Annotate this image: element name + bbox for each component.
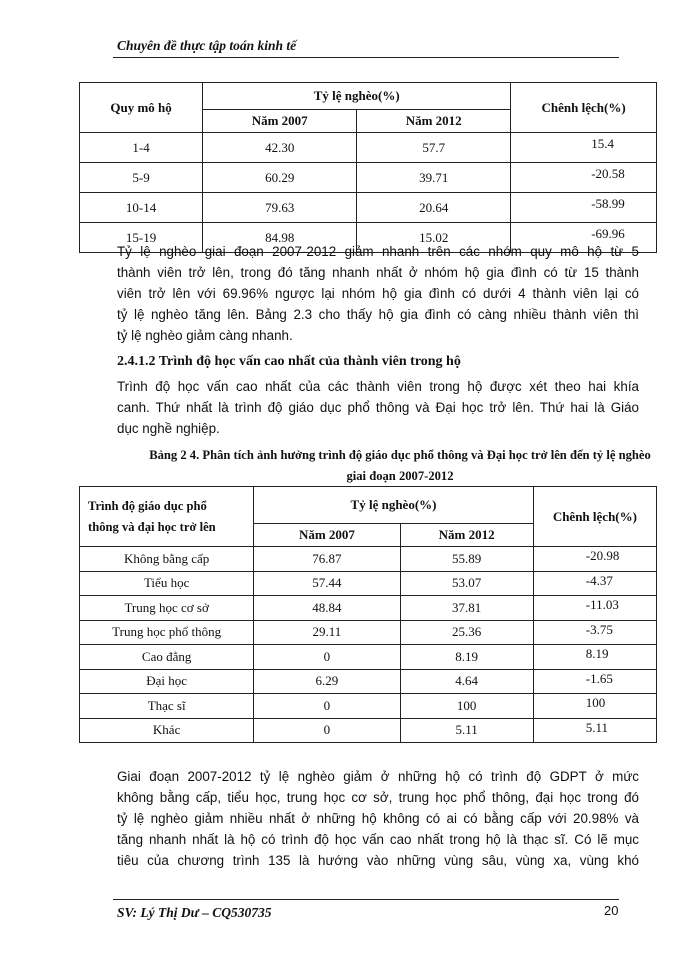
cell-difference: -1.65 <box>533 669 656 694</box>
cell-difference: -69.96 <box>511 223 657 253</box>
text-line: dục nghề nghiệp. <box>117 421 220 436</box>
table-row <box>80 571 657 596</box>
table-row <box>80 694 657 719</box>
cell-size: 1-4 <box>80 133 203 163</box>
text-line: tăng nhanh nhất là hộ có trình độ học vấn cao nhất trong hộ là thạc sĩ. Có lẽ mục <box>117 832 639 847</box>
table-caption <box>113 445 687 487</box>
col-year-2007: Năm 2007 <box>254 524 400 547</box>
cell-2007: 6.29 <box>254 669 400 694</box>
cell-2007: 0 <box>254 645 400 670</box>
caption-line: giai đoạn 2007-2012 <box>346 469 454 483</box>
cell-2007: 0 <box>254 694 400 719</box>
text-line: thành viên trở lên, trong đó tăng nhanh nhất ở nhóm hộ gia đình có từ 15 thành <box>117 265 639 280</box>
education-level-table <box>79 486 657 743</box>
cell-2007: 60.29 <box>203 163 357 193</box>
paragraph-education-intro <box>117 376 639 439</box>
cell-difference: -20.58 <box>511 163 657 193</box>
cell-2012: 57.7 <box>357 133 511 163</box>
cell-difference: -3.75 <box>533 620 656 645</box>
cell-level: Trung học cơ sở <box>80 596 254 621</box>
cell-difference: -11.03 <box>533 596 656 621</box>
text-line: Giai đoạn 2007-2012 tỷ lệ nghèo giảm ở những hộ có trình độ GDPT ở mức <box>117 769 639 784</box>
paragraph-education-analysis <box>117 766 639 871</box>
cell-2007: 42.30 <box>203 133 357 163</box>
text-line: tỷ lệ nghèo giảm nhiều nhất ở những hộ không có ai có bằng cấp với 20.98% và <box>117 811 639 826</box>
col-household-size: Quy mô hộ <box>80 83 203 133</box>
col-group-poverty-rate: Tỷ lệ nghèo(%) <box>254 487 533 524</box>
cell-difference: 100 <box>533 694 656 719</box>
cell-2012: 20.64 <box>357 193 511 223</box>
running-header: Chuyên đề thực tập toán kinh tế <box>117 38 297 53</box>
cell-level: Thạc sĩ <box>80 694 254 719</box>
footer-rule <box>113 899 619 900</box>
col-header-line: thông và đại học trở lên <box>88 519 216 534</box>
section-heading: 2.4.1.2 Trình độ học vấn cao nhất của thành viên trong hộ <box>117 354 461 369</box>
table-row <box>80 596 657 621</box>
table-row <box>80 133 657 163</box>
cell-2012: 37.81 <box>400 596 533 621</box>
cell-level: Không bằng cấp <box>80 547 254 572</box>
table-row <box>80 620 657 645</box>
cell-2012: 15.02 <box>357 223 511 253</box>
cell-size: 5-9 <box>80 163 203 193</box>
cell-2012: 100 <box>400 694 533 719</box>
col-year-2012: Năm 2012 <box>357 110 511 133</box>
text-line: Tỷ lệ nghèo giai đoạn 2007-2012 giảm nhanh trên các nhóm quy mô hộ từ 5 <box>117 244 639 259</box>
footer-author: SV: Lý Thị Dư – CQ530735 <box>117 905 272 920</box>
cell-difference: 8.19 <box>533 645 656 670</box>
table-row <box>80 163 657 193</box>
page-number: 20 <box>604 903 619 918</box>
cell-size: 10-14 <box>80 193 203 223</box>
cell-2012: 5.11 <box>400 718 533 743</box>
cell-difference: -20.98 <box>533 547 656 572</box>
cell-2012: 39.71 <box>357 163 511 193</box>
text-line: tiêu của chương trình 135 là hướng vào những vùng sâu, vùng xa, vùng khó <box>117 853 639 868</box>
cell-2007: 29.11 <box>254 620 400 645</box>
cell-difference: 5.11 <box>533 718 656 743</box>
household-size-table <box>79 82 657 253</box>
cell-2012: 8.19 <box>400 645 533 670</box>
table-row <box>80 645 657 670</box>
text-line: tỷ lệ nghèo giảm càng nhanh. <box>117 328 293 343</box>
col-difference: Chênh lệch(%) <box>533 487 656 547</box>
text-line: canh. Thứ nhất là trình độ giáo dục phổ thông và Đại học trở lên. Thứ hai là Giáo <box>117 400 639 415</box>
text-line: Trình độ học vấn cao nhất của các thành viên trong hộ được xét theo hai khía <box>117 379 639 394</box>
table-row <box>80 547 657 572</box>
cell-level: Tiểu học <box>80 571 254 596</box>
col-year-2007: Năm 2007 <box>203 110 357 133</box>
cell-2012: 53.07 <box>400 571 533 596</box>
cell-size: 15-19 <box>80 223 203 253</box>
cell-2007: 76.87 <box>254 547 400 572</box>
text-line: không bằng cấp, tiểu học, trung học cơ sở, trung học phổ thông, đại học trong đó <box>117 790 639 805</box>
cell-difference: -58.99 <box>511 193 657 223</box>
col-difference: Chênh lệch(%) <box>511 83 657 133</box>
cell-level: Trung học phổ thông <box>80 620 254 645</box>
cell-level: Cao đẳng <box>80 645 254 670</box>
cell-level: Khác <box>80 718 254 743</box>
cell-2007: 79.63 <box>203 193 357 223</box>
caption-line: Bảng 2 4. Phân tích ảnh hưởng trình độ giáo dục phổ thông và Đại học trở lên đến tỷ lệ nghèo <box>149 448 651 462</box>
table-row <box>80 669 657 694</box>
cell-2007: 57.44 <box>254 571 400 596</box>
paragraph-household-size <box>117 241 639 346</box>
cell-difference: 15.4 <box>511 133 657 163</box>
header-rule <box>113 57 619 58</box>
cell-difference: -4.37 <box>533 571 656 596</box>
cell-level: Đại học <box>80 669 254 694</box>
cell-2012: 4.64 <box>400 669 533 694</box>
col-year-2012: Năm 2012 <box>400 524 533 547</box>
text-line: tỷ lệ nghèo tăng lên. Bảng 2.3 cho thấy hộ gia đình có càng nhiều thành viên thì <box>117 307 639 322</box>
cell-2007: 84.98 <box>203 223 357 253</box>
table-row <box>80 193 657 223</box>
cell-2012: 25.36 <box>400 620 533 645</box>
table-row <box>80 718 657 743</box>
cell-2007: 0 <box>254 718 400 743</box>
col-group-poverty-rate: Tỷ lệ nghèo(%) <box>203 83 511 110</box>
col-education-level <box>80 487 254 547</box>
cell-2012: 55.89 <box>400 547 533 572</box>
text-line: viên trở lên với 69.96% ngược lại nhóm hộ gia đình có dưới 4 thành viên lại có <box>117 286 639 301</box>
col-header-line: Trình độ giáo dục phổ <box>88 498 207 513</box>
cell-2007: 48.84 <box>254 596 400 621</box>
